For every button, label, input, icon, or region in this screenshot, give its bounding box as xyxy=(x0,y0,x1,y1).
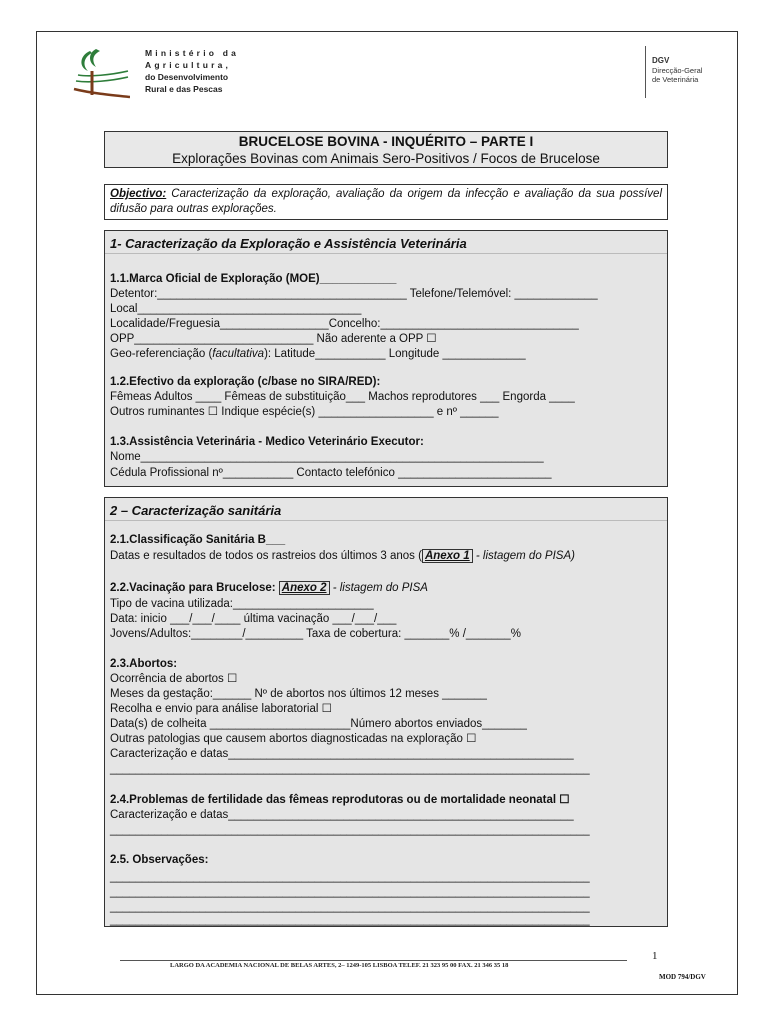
title-line-1: BRUCELOSE BOVINA - INQUÉRITO – PARTE I xyxy=(238,134,534,149)
objective-box xyxy=(104,184,668,220)
ministry-emblem-icon xyxy=(70,45,130,103)
observacoes-line[interactable]: ___________________________________________________________________________ xyxy=(110,886,590,898)
geo-label: Geo-referenciação ( xyxy=(110,348,213,360)
ocorrencia-abortos-field[interactable]: Ocorrência de abortos ☐ xyxy=(110,673,238,685)
assistencia-heading: 1.3.Assistência Veterinária - Medico Veterinário Executor: xyxy=(110,436,424,448)
observacoes-line[interactable]: ___________________________________________________________________________ xyxy=(110,901,590,913)
footer-address: LARGO DA ACADEMIA NACIONAL DE BELAS ARTES, 2– 1249-105 LISBOA TELEF. 21 323 95 00 FAX. 21 346 35 18 xyxy=(170,962,509,969)
geo-optional: facultativa xyxy=(212,348,265,360)
geo-coords: ): Latitude___________ Longitude _____________ xyxy=(264,348,526,360)
vacinacao-end: - listagem do PISA xyxy=(329,582,428,594)
recolha-field[interactable]: Recolha e envio para análise laboratorial ☐ xyxy=(110,703,332,715)
rastreios-end: - listagem do PISA) xyxy=(472,550,575,562)
outras-patologias-field[interactable]: Outras patologias que causem abortos diagnosticadas na exploração ☐ xyxy=(110,733,477,745)
cedula-field[interactable]: Cédula Profissional nº___________ Contacto telefónico ________________________ xyxy=(110,467,552,479)
annex-1-box: Anexo 1 xyxy=(422,549,473,563)
femeas-field[interactable]: Fêmeas Adultos ____ Fêmeas de substituição___ Machos reprodutores ___ Engorda ____ xyxy=(110,391,575,403)
ministry-line-4: Rural e das Pescas xyxy=(145,84,223,94)
rastreios-line xyxy=(110,550,575,563)
title-line-2: Explorações Bovinas com Animais Sero-Positivos / Focos de Brucelose xyxy=(172,151,600,166)
caracterizacao-fertilidade-field[interactable]: Caracterização e datas______________________________________________________ xyxy=(110,809,574,821)
ministry-line-2: Agricultura, xyxy=(145,60,232,70)
dgv-logo xyxy=(645,46,702,98)
colheita-field[interactable]: Data(s) de colheita ______________________Número abortos enviados_______ xyxy=(110,718,527,730)
section-1-heading: 1- Caracterização da Exploração e Assistência Veterinária xyxy=(105,231,667,254)
form-title xyxy=(104,131,668,168)
section-2-heading: 2 – Caracterização sanitária xyxy=(105,498,667,521)
dgv-line-1: Direcção-Geral xyxy=(652,65,703,75)
annex-2-box: Anexo 2 xyxy=(279,581,330,595)
detentor-field[interactable]: Detentor:_______________________________________ Telefone/Telemóvel: _____________ xyxy=(110,288,598,300)
ministry-name xyxy=(145,47,239,95)
ministry-line-3: do Desenvolvimento xyxy=(145,72,229,82)
section-2 xyxy=(104,497,668,927)
vacinacao-heading: 2.2.Vacinação para Brucelose: xyxy=(110,582,276,594)
moe-field[interactable]: 1.1.Marca Oficial de Exploração (MOE)____________ xyxy=(110,273,397,285)
observacoes-heading: 2.5. Observações: xyxy=(110,854,209,866)
footer-divider xyxy=(120,960,627,961)
classificacao-field[interactable]: 2.1.Classificação Sanitária B___ xyxy=(110,534,286,546)
blank-line[interactable]: ___________________________________________________________________________ xyxy=(110,763,590,775)
data-vacinacao-field[interactable]: Data: inicio ___/___/____ última vacinação ___/___/___ xyxy=(110,613,397,625)
abortos-heading: 2.3.Abortos: xyxy=(110,658,178,670)
meses-gestacao-field[interactable]: Meses da gestação:______ Nº de abortos nos últimos 12 meses _______ xyxy=(110,688,487,700)
caracterizacao-abortos-field[interactable]: Caracterização e datas______________________________________________________ xyxy=(110,748,574,760)
objective-text: Caracterização da exploração, avaliação da origem da infecção e avaliação da sua possível difusão para outras explorações. xyxy=(110,188,662,215)
fertilidade-field[interactable]: 2.4.Problemas de fertilidade das fêmeas reprodutoras ou de mortalidade neonatal ☐ xyxy=(110,794,570,806)
geo-field[interactable] xyxy=(110,348,526,361)
dgv-short: DGV xyxy=(652,56,670,65)
page-number: 1 xyxy=(652,950,658,962)
local-field[interactable]: Local___________________________________ xyxy=(110,303,362,315)
outros-ruminantes-field[interactable]: Outros ruminantes ☐ Indique espécie(s) __________________ e nº ______ xyxy=(110,406,499,418)
form-code: MOD 794/DGV xyxy=(659,973,706,981)
opp-field[interactable]: OPP____________________________ Não aderente a OPP ☐ xyxy=(110,333,437,345)
ministry-line-1: Ministério da xyxy=(145,48,240,58)
jovens-adultos-field[interactable]: Jovens/Adultos:________/_________ Taxa de cobertura: _______% /_______% xyxy=(110,628,521,640)
nome-field[interactable]: Nome_______________________________________________________________ xyxy=(110,451,544,463)
localidade-field[interactable]: Localidade/Freguesia_________________Concelho:_______________________________ xyxy=(110,318,579,330)
objective-label: Objectivo: xyxy=(110,188,167,200)
observacoes-line[interactable]: ___________________________________________________________________________ xyxy=(110,871,590,883)
section-1 xyxy=(104,230,668,487)
vacinacao-line xyxy=(110,582,428,595)
observacoes-line[interactable]: ___________________________________________________________________________ xyxy=(110,914,590,926)
ministry-logo xyxy=(70,45,260,105)
dgv-line-2: de Veterinária xyxy=(652,75,699,84)
blank-line[interactable]: ___________________________________________________________________________ xyxy=(110,824,590,836)
rastreios-text: Datas e resultados de todos os rastreios dos últimos 3 anos ( xyxy=(110,550,422,562)
tipo-vacina-field[interactable]: Tipo de vacina utilizada:______________________ xyxy=(110,598,374,610)
efectivo-heading: 1.2.Efectivo da exploração (c/base no SIRA/RED): xyxy=(110,376,381,388)
